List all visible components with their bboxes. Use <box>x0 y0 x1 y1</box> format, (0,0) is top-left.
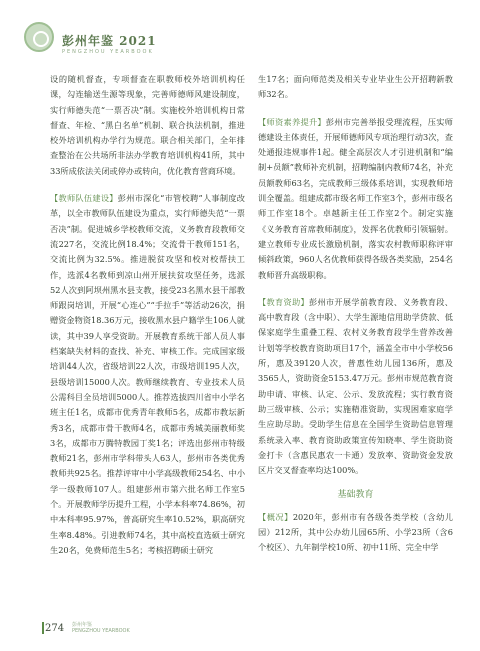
book-subtitle: PENGZHOU YEARBOOK <box>62 49 154 55</box>
paragraph-teacher-team <box>50 191 245 558</box>
section-tag-teacher-quality: 【师资素养提升】 <box>258 116 326 127</box>
paragraph-overview-text: 2020年，彭州市有各级各类学校（含幼儿园）212所，其中公办幼儿园65所、小学23所（含6个校区）、九年制学校10所、初中11所、完全中学 <box>258 511 453 553</box>
page-footer <box>0 600 480 651</box>
footer-book-name <box>72 622 130 634</box>
paragraph-teacher-quality <box>258 115 453 283</box>
footer-book-name-cn: 彭州年鉴 <box>72 622 93 628</box>
section-tag-education-aid: 【教育资助】 <box>258 296 309 307</box>
book-title: 彭州年鉴 2021 <box>62 34 157 48</box>
paragraph-education-aid-text: 彭州市开展学前教育段、义务教育段、高中教育段（含中职）、大学生源地信用助学贷款、低保家庭学生重叠工程、农村义务教育段学生营养改善计划等学校教育资助项目17个，涵盖全市中小学校56所，惠及39120人次，普惠性幼儿园136所，惠及3565人，资助资金5153.47万元。彭州市规范教育资助申请、审核、认定、公示、发放流程；实行教育资助三级审核、公示；实施精准资助，实现困难家庭学生应助尽助。受助学生信息在全国学生资助信息管理系统录入率、教育资助政策宣传知晓率、学生资助资金打卡（含惠民惠农一卡通）发放率、资助资金发放区片交叉督查率均达100%。 <box>258 296 453 476</box>
section-tag-teacher-team: 【教师队伍建设】 <box>50 193 118 204</box>
paragraph-education-aid <box>258 295 453 479</box>
section-tag-overview: 【概况】 <box>258 511 293 522</box>
section-heading-basic-education: 基础教育 <box>337 490 374 501</box>
footer-book-name-en: PENGZHOU YEARBOOK <box>72 628 130 634</box>
paragraph-teacher-team-text: 彭州市深化“市管校聘”人事制度改革，以全市教师队伍建设为重点，实行师德失范“一票否决”制。促进城乡学校教师交流，义务教育段教师交流227名，交流比例18.4%；交流骨干教师151名，交流比例为32.5%。推进脱贫攻坚和校对校帮扶工作，选派4名教师到凉山州开展扶贫攻坚任务，选派52人次到阿坝州黑水县支教，接受23名黑水县干部教师跟岗培训，开展“心连心”“手拉手”等活动26次，捐赠资金物资18.36万元，接收黑水县户籍学生106人就读，其中39人享受资助。开展教育系统干部人员人事档案缺失材料的查找、补充、审核工作。完成国家级培训44人次，省级培训22人次，市级培训195人次，县级培训15000人次。教师继续教育、专业技术人员公需科目全员培训5000人。推荐选拔四川省中小学名班主任1名，成都市优秀青年教师5名，成都市教坛新秀3名，成都市骨干教师4名，成都市秀城美丽教师奖3名，成都市万腾特教园丁奖1名；评选出彭州市特级教师21名，彭州市学科带头人63人，彭州市各类优秀教师共925名。推荐评审中小学高级教师254名、中小学一级教师107人。组建彭州市第六批名师工作室5个。开展教师学历提升工程，小学本科率74.86%，初中本科率95.97%，普高研究生率10.52%，职高研究生率8.48%。引进教师74名，其中高校直选硕士研究生20名，免费师范生5名；考核招聘硕士研究 <box>50 193 246 555</box>
right-column <box>258 72 453 556</box>
yearbook-logo-icon <box>24 22 54 52</box>
paragraph-continued: 生17名；面向师范类及相关专业毕业生公开招聘新教师32名。 <box>258 74 453 100</box>
paragraph-intro: 设的随机督查，专项督查在职教师校外培训机构任课，勾连输送生源等现象，完善师德师风建设制度，实行师德失范“一票否决”制。实施校外培训机构日常督查、年检、“黑白名单”机制、联合执法机制，推进校外培训机构办学行为规范。联合相关部门，全年排查整治在公共场所非法办学教育培训机构41所，其中33所成依法关闭或停办或转向，优化教育营商环境。 <box>50 74 245 176</box>
page-header <box>0 0 480 62</box>
page-number: 274 <box>45 623 65 634</box>
footer-accent-bar <box>42 622 44 634</box>
paragraph-teacher-quality-text: 彭州市完善举报受理流程，压实师德建设主体责任，开展师德师风专项治理行动3次，查处通报违规事件1起。健全高层次人才引进机制和“编制+员额”教师补充机制，招聘编制内教师74名，补充员额教师63名，完成教师三级体系培训，实现教师培训全覆盖。组建成都市级名师工作室3个，彭州市级名师工作室18个。卓越新主任工作室2个。制定实施《义务教育首席教师制度》，发挥名优教师引领辐射。建立教师专业成长激励机制，落实农村教师职称评审倾斜政策，960人名优教师获得各级各类奖励，254名教师晋升高级职称。 <box>258 116 454 280</box>
left-column <box>50 72 245 558</box>
paragraph-overview <box>258 510 453 556</box>
